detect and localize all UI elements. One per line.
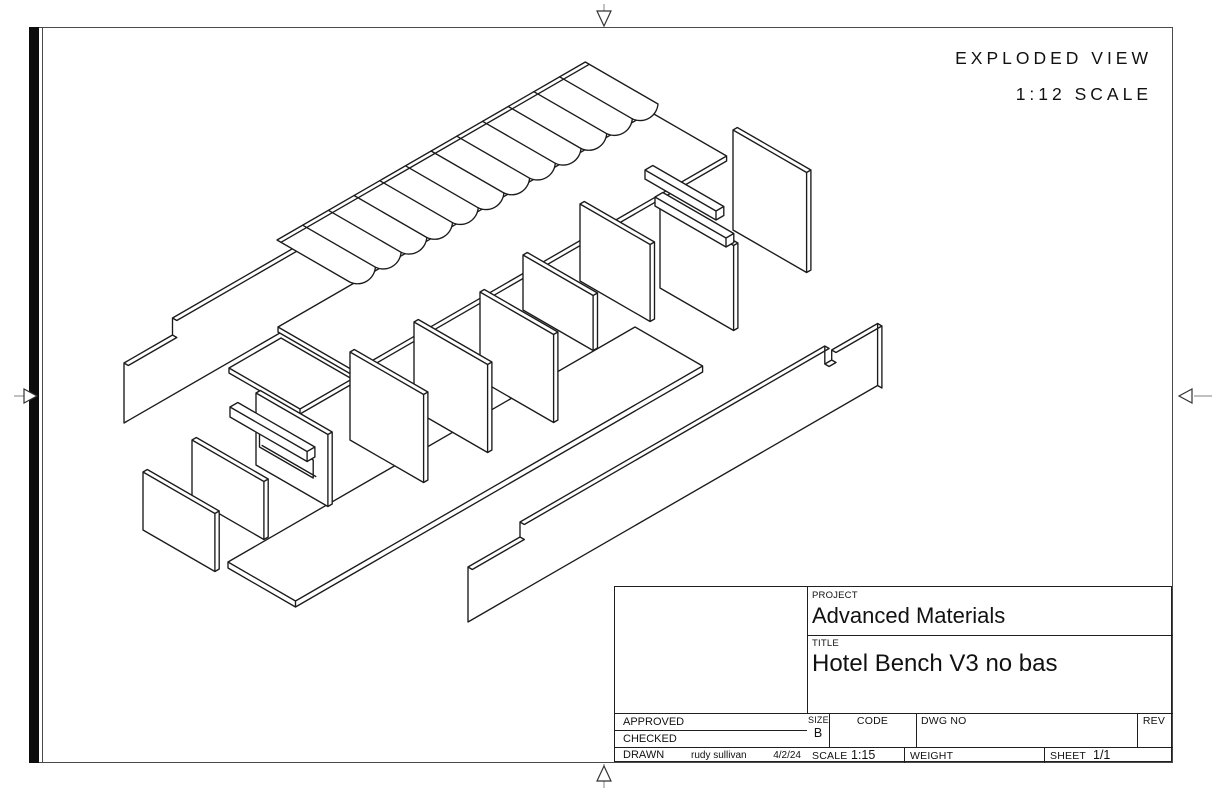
center-mark-top-icon xyxy=(597,11,611,26)
rev-label: REV xyxy=(1142,715,1166,727)
size-value: B xyxy=(813,726,823,740)
center-mark-left-icon xyxy=(24,389,37,403)
drawn-date: 4/2/24 xyxy=(773,750,801,761)
sheet-label: SHEET xyxy=(1050,750,1087,762)
dwg-no-label: DWG NO xyxy=(921,715,967,727)
center-mark-bottom-icon xyxy=(597,766,611,781)
bench-exploded-parts xyxy=(124,62,882,622)
drawn-by: rudy sullivan xyxy=(691,750,747,761)
size-label: SIZE xyxy=(808,715,829,725)
project-value: Advanced Materials xyxy=(812,603,1006,628)
approved-label: APPROVED xyxy=(623,716,685,728)
code-label: CODE xyxy=(856,715,889,727)
title-label: TITLE xyxy=(812,638,839,649)
sheet-value: 1/1 xyxy=(1093,748,1111,762)
scale-value: 1:15 xyxy=(851,748,876,762)
view-scale: 1:12 SCALE xyxy=(1015,84,1152,104)
scale-label: SCALE xyxy=(812,750,848,762)
weight-label: WEIGHT xyxy=(910,750,954,762)
center-mark-right-icon xyxy=(1179,389,1192,403)
title-value: Hotel Bench V3 no bas xyxy=(812,650,1058,677)
checked-label: CHECKED xyxy=(623,733,677,745)
view-title: EXPLODED VIEW xyxy=(955,48,1152,68)
title-block xyxy=(614,586,1172,762)
drawn-label: DRAWN xyxy=(623,749,665,761)
view-heading xyxy=(955,40,1152,112)
project-label: PROJECT xyxy=(812,590,858,601)
part-divider-a4 xyxy=(733,128,811,273)
